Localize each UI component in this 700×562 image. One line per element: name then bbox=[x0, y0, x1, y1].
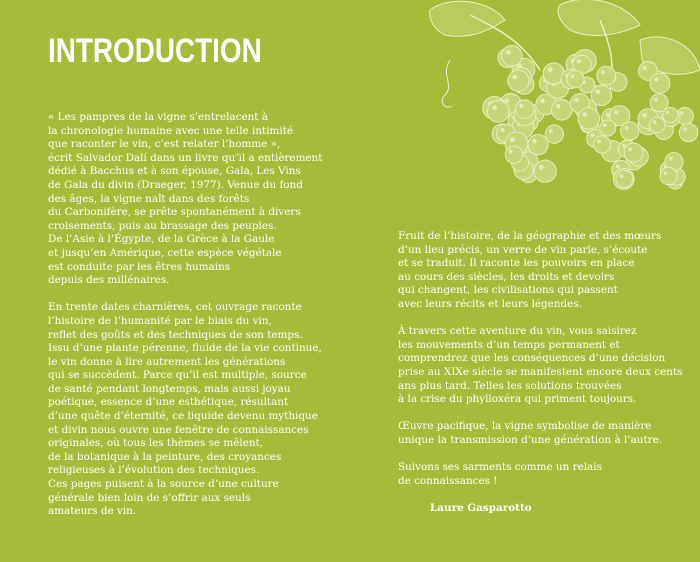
author-signature: Laure Gasparotto bbox=[430, 501, 532, 514]
text-line: d’un lieu précis, un verre de vin parle, s’écoute bbox=[398, 243, 648, 256]
text-line: le vin donne à lire autrement les générations bbox=[48, 355, 286, 368]
text-line: l’histoire de l’humanité par le biais du vin, bbox=[48, 314, 272, 327]
text-line: avec leurs récits et leurs légendes. bbox=[398, 297, 582, 310]
text-line: « Les pampres de la vigne s’entrelacent à bbox=[48, 111, 268, 123]
text-line: Ces pages puisent à la source d’une culture bbox=[48, 478, 279, 491]
text-line: originales, où tous les thèmes se mêlent, bbox=[48, 437, 264, 450]
text-line: qui se succèdent. Parce qu’il est multiple, source bbox=[48, 369, 307, 382]
text-line: En trente dates charnières, cet ouvrage raconte bbox=[48, 301, 302, 314]
paragraph-aventure-vin bbox=[398, 325, 688, 407]
text-line: que raconter le vin, c’est relater l’homme », bbox=[48, 138, 281, 151]
text-line: au cours des siècles, les droits et devoirs bbox=[398, 270, 615, 283]
text-line: est conduite par les êtres humains bbox=[48, 260, 231, 273]
text-line: Suivons ses sarments comme un relais bbox=[398, 461, 602, 474]
text-line: et jusqu’en Amérique, cette espèce végétale bbox=[48, 246, 282, 259]
text-line: de la botanique à la peinture, des croyances bbox=[48, 450, 282, 463]
page-title: INTRODUCTION bbox=[48, 32, 262, 70]
text-line: de Gala du divin (Draeger, 1977). Venue du fond bbox=[48, 178, 303, 191]
paragraph-fruit-histoire bbox=[398, 230, 688, 312]
paragraph-oeuvre-pacifique bbox=[398, 420, 688, 447]
text-line: de connaissances ! bbox=[398, 474, 498, 487]
text-line: les mouvements d’un temps permanent et bbox=[398, 338, 620, 351]
text-line: Œuvre pacifique, la vigne symbolise de manière bbox=[398, 420, 652, 433]
text-line: prise au XIXe siècle se manifestent encore deux cents bbox=[398, 365, 683, 378]
text-line: poétique, essence d’une esthétique, résultant bbox=[48, 396, 289, 409]
text-line: amateurs de vin. bbox=[48, 505, 137, 518]
text-line: et se traduit. Il raconte les pouvoirs en place bbox=[398, 257, 635, 270]
paragraph-trente-dates bbox=[48, 301, 322, 519]
text-line: De l’Asie à l’Égypte, de la Grèce à la Gaule bbox=[48, 233, 275, 246]
paragraph-sarments bbox=[398, 461, 688, 488]
text-line: et divin nous ouvre une fenêtre de connaissances bbox=[48, 423, 309, 436]
text-line: reflet des goûts et des techniques de son temps. bbox=[48, 328, 303, 341]
paragraph-dali-quote bbox=[48, 111, 323, 288]
text-line: unique la transmission d’une génération à l’autre. bbox=[398, 433, 663, 446]
text-line: depuis des millénaires. bbox=[48, 274, 170, 287]
text-line: religieuses à l’évolution des techniques. bbox=[48, 464, 260, 477]
text-line: des âges, la vigne naît dans des forêts bbox=[48, 192, 250, 205]
text-line: comprendrez que les conséquences d’une décision bbox=[398, 352, 666, 365]
text-line: de santé pendant longtemps, mais aussi joyau bbox=[48, 382, 291, 395]
text-line: Fruit de l’histoire, de la géographie et des mœurs bbox=[398, 230, 662, 242]
right-text-column bbox=[398, 230, 688, 515]
text-line: la chronologie humaine avec une telle intimité bbox=[48, 124, 294, 137]
text-line: À travers cette aventure du vin, vous saisirez bbox=[398, 325, 637, 338]
grape-cluster-engraving-icon bbox=[410, 0, 700, 225]
text-line: écrit Salvador Dalí dans un livre qu’il a entièrement bbox=[48, 151, 323, 164]
text-line: Issu d’une plante pérenne, fluide de la vie continue, bbox=[48, 342, 322, 355]
text-line: croisements, puis au brassage des peuples. bbox=[48, 219, 277, 232]
text-line: qui changent, les civilisations qui passent bbox=[398, 284, 618, 297]
text-line: ans plus tard. Telles les solutions trouvées bbox=[398, 379, 622, 392]
left-text-column bbox=[48, 111, 323, 532]
text-line: d’une quête d’éternité, ce liquide devenu mythique bbox=[48, 410, 318, 423]
text-line: générale bien loin de s’offrir aux seuls bbox=[48, 491, 251, 504]
text-line: du Carbonifère, se prête spontanément à divers bbox=[48, 206, 301, 219]
text-line: dédié à Bacchus et à son épouse, Gala, Les Vins bbox=[48, 165, 301, 178]
text-line: à la crise du phylloxéra qui priment toujours. bbox=[398, 393, 637, 406]
